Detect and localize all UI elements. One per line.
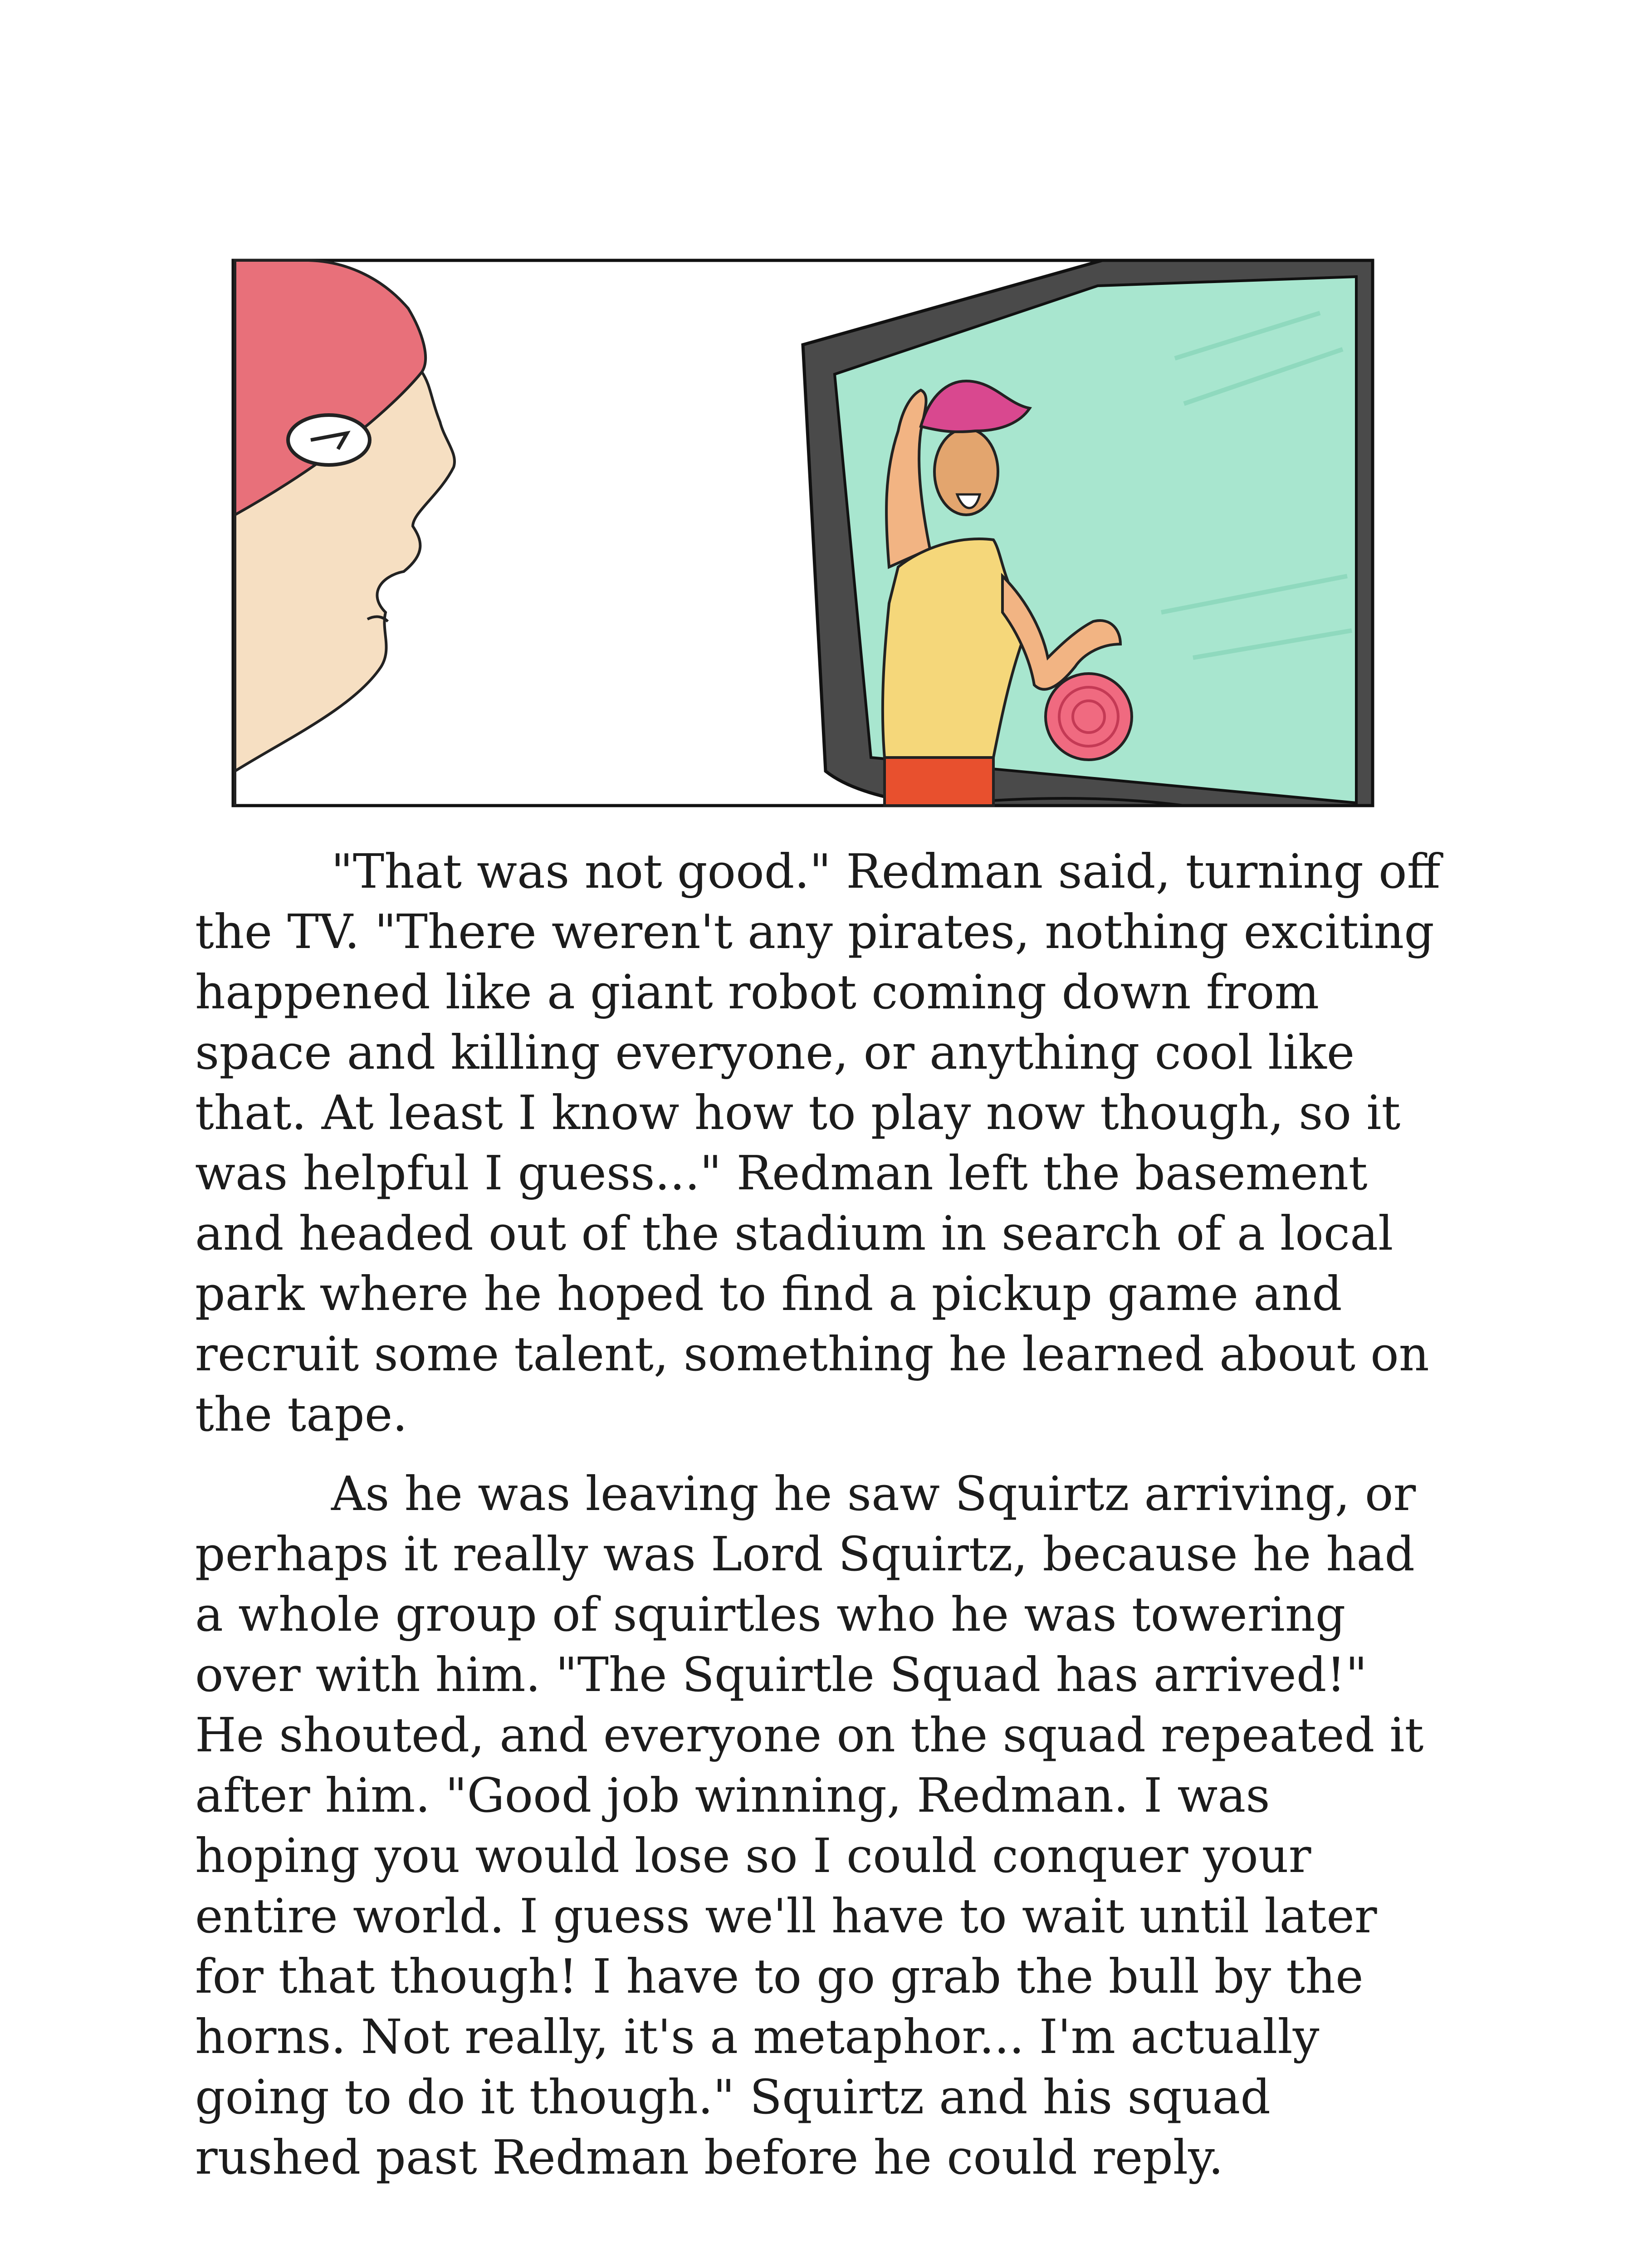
story-text bbox=[195, 841, 1447, 2207]
paragraph: "That was not good." Redman said, turning off the TV. "There weren't any pirates, nothing exciting happened like a giant robot coming down from space and killing everyone, or anything cool like that. At least I know how to play now though, so it was helpful I guess..." Redman left the basement and headed out of the stadium in search of a local park where he hoped to find a pickup game and recruit some talent, something he learned about on the tape. bbox=[195, 844, 1441, 1442]
illustration-drawing bbox=[231, 259, 1374, 807]
paragraph: As he was leaving he saw Squirtz arriving, or perhaps it really was Lord Squirtz, because he had a whole group of squirtles who he was towering over with him. "The Squirtle Squad has arrived!" He shouted, and everyone on the squad repeated it after him. "Good job winning, Redman. I was hoping you would lose so I could conquer your entire world. I guess we'll have to wait until later for that though! I have to go grab the bull by the horns. Not really, it's a metaphor... I'm actually going to do it though." Squirtz and his squad rushed past Redman before he could reply. bbox=[195, 1466, 1424, 2185]
illustration-panel bbox=[231, 259, 1374, 807]
ball-icon bbox=[1046, 674, 1132, 760]
